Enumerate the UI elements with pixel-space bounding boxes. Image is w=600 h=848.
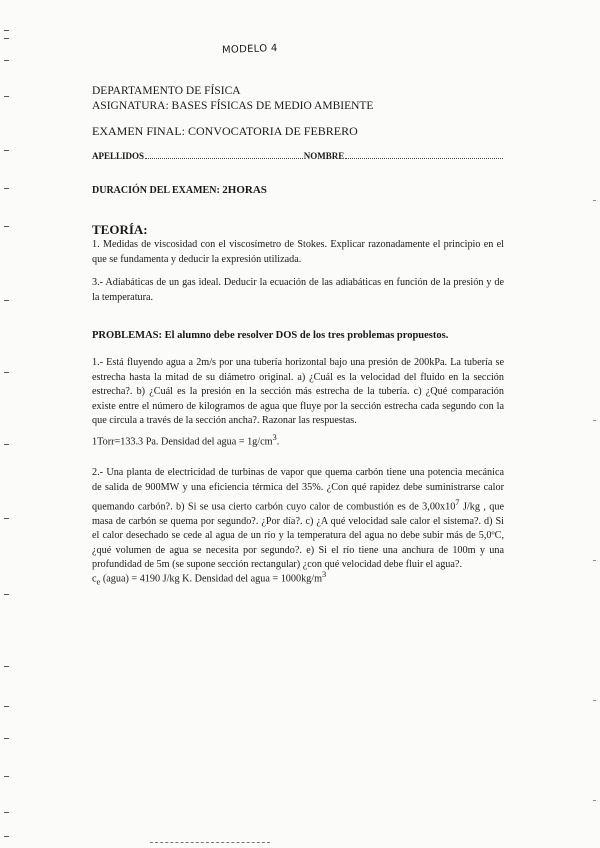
- problem-1-data-exponent: 3: [272, 432, 277, 442]
- problem-2-text-b: J/kg , que masa de carbón se quema por segundo?. ¿Por día?. c) ¿A qué velocidad sale calor el sistema?. d) Si el calor desechado se cede al agua de un río y la temperatura del agua no debe subir más de 5,0ºC, ¿qué volumen de agua se necesita por segundo?. e) Si el río tiene una anchura de 100m y una profundidad de 5m (se supone sección rectangular) ¿con qué velocidad debe fluir el agua?.: [92, 501, 504, 571]
- department-line: DEPARTAMENTO DE FÍSICA: [92, 85, 241, 97]
- theory-title: TEORÍA:: [92, 222, 148, 237]
- problem-1: 1.- Está fluyendo agua a 2m/s por una tubería horizontal bajo una presión de 200kPa. La tubería se estrecha hasta la mitad de su diámetro original. a) ¿Cuál es la velocidad del fluido en la sección estrecha?. b) ¿Cuál es la presión en la sección más estrecha de la tubería. c) ¿Qué comparación existe entre el número de kilogramos de agua que fluye por la sección estrecha cada segundo con la que circula a través de la sección ancha?. Razonar las respuestas.: [92, 357, 504, 426]
- exam-title: EXAMEN FINAL: CONVOCATORIA DE FEBRERO: [92, 124, 358, 138]
- name-label: NOMBRE: [303, 151, 345, 161]
- theory-question-3: 3.- Adiabáticas de un gas ideal. Deducir la ecuación de las adiabáticas en función de la presión y de la temperatura.: [92, 277, 504, 303]
- problem-2-data-text: (agua) = 4190 J/kg K. Densidad del agua = 1000kg/m: [100, 573, 323, 585]
- problem-1-data-text: 1Torr=133.3 Pa. Densidad del agua = 1g/cm: [92, 436, 273, 448]
- bottom-edge-marks: [150, 842, 270, 846]
- exam-duration: [92, 184, 267, 196]
- problem-2-data-subscript: e: [96, 576, 101, 587]
- problems-heading: [92, 330, 504, 341]
- surnames-label: APELLIDOS: [92, 151, 145, 161]
- problems-instruction: El alumno debe resolver DOS de los tres problemas propuestos.: [164, 330, 449, 341]
- subject-line: ASIGNATURA: BASES FÍSICAS DE MEDIO AMBIENTE: [92, 100, 374, 112]
- duration-value: 2HORAS: [222, 184, 267, 196]
- problem-2-exponent: 7: [455, 497, 460, 507]
- name-field[interactable]: [345, 150, 503, 159]
- problem-2-data: [92, 567, 504, 588]
- problem-2: [92, 466, 504, 573]
- problem-1-data-end: .: [276, 436, 280, 448]
- handwritten-model-label: MODELO 4: [221, 43, 278, 56]
- right-margin-marks: [590, 0, 596, 848]
- problem-2-text-a: 2.- Una planta de electricidad de turbinas de vapor que quema carbón tiene una potencia mecánica de salida de 900MW y una eficiencia térmica del 35%. ¿Con qué rapidez debe suministrarse calor quemando carbón?. b) Si se usa cierto carbón cuyo calor de combustión es de 3,00x10: [92, 467, 504, 513]
- theory-question-1: 1. Medidas de viscosidad con el viscosímetro de Stokes. Explicar razonadamente el principio en el que se fundamenta y deducir la expresión utilizada.: [92, 239, 504, 265]
- problem-2-data-exponent: 3: [322, 569, 327, 579]
- document-header: [92, 84, 522, 114]
- problems-title: PROBLEMAS:: [92, 330, 163, 341]
- duration-label: DURACIÓN DEL EXAMEN:: [92, 185, 220, 196]
- problem-1-data: [92, 430, 504, 449]
- surnames-field[interactable]: [145, 150, 303, 159]
- problem-2-data-symbol: c: [92, 573, 97, 585]
- student-names-row: [92, 150, 504, 161]
- left-margin-marks: [4, 0, 12, 848]
